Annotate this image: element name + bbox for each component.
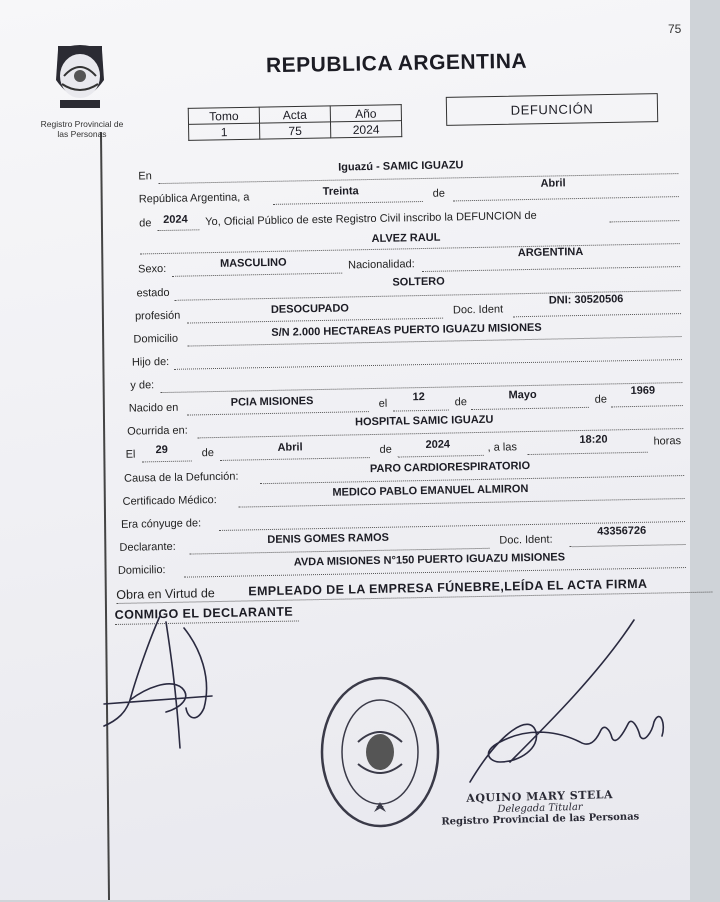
page-title: REPUBLICA ARGENTINA xyxy=(265,49,528,78)
nacido-month: Mayo xyxy=(508,388,537,402)
estado-label: estado xyxy=(136,286,170,300)
declarante-doc-line xyxy=(569,544,685,547)
republica-label: República Argentina, a xyxy=(138,191,250,206)
year-value: 2024 xyxy=(163,213,188,226)
official-name: AQUINO MARY STELA xyxy=(466,788,614,805)
header-acta: Acta xyxy=(259,106,330,123)
en-value: Iguazú - SAMIC IGUAZU xyxy=(338,159,464,174)
fecha-year-line xyxy=(398,455,484,458)
fecha-month-line xyxy=(220,457,370,461)
domicilio2-value: AVDA MISIONES N°150 PUERTO IGUAZU MISIONES xyxy=(293,551,566,569)
nacionalidad-value: ARGENTINA xyxy=(517,245,584,260)
nacido-year-line xyxy=(611,405,683,407)
hijo-de-line xyxy=(174,359,682,370)
nacido-day: 12 xyxy=(412,391,425,404)
deceased-name: ALVEZ RAUL xyxy=(371,231,441,245)
record-type-box: DEFUNCIÓN xyxy=(446,93,658,126)
obra-label: Obra en Virtud de xyxy=(116,586,215,602)
ocurrida-label: Ocurrida en: xyxy=(127,424,188,438)
name-line xyxy=(140,243,680,254)
declarante-label: Declarante: xyxy=(119,540,176,554)
value-acta: 75 xyxy=(260,122,331,139)
header-ano: Año xyxy=(330,105,401,122)
nacido-de-label: de xyxy=(454,396,468,409)
fecha-time-line xyxy=(528,452,648,455)
en-line xyxy=(158,173,678,184)
fecha-alas-label: , a las xyxy=(487,441,518,454)
fecha-de2-label: de xyxy=(379,443,392,456)
doc-ident-label: Doc. Ident xyxy=(452,303,504,317)
certificado-line xyxy=(239,498,685,508)
fecha-day-line xyxy=(142,460,192,462)
official-role: Delegada Titular xyxy=(497,801,583,816)
nacido-day-line xyxy=(393,410,449,412)
official-office: Registro Provincial de las Personas xyxy=(441,811,640,828)
nacido-label: Nacido en xyxy=(128,401,179,415)
obra-value-line1: EMPLEADO DE LA EMPRESA FÚNEBRE,LEÍDA EL ACTA FIRMA xyxy=(248,576,648,599)
nacido-el-label: el xyxy=(378,397,388,410)
fecha-de-label: de xyxy=(201,447,215,460)
y-de-label: y de: xyxy=(130,379,155,392)
domicilio2-label: Domicilio: xyxy=(117,564,166,577)
estado-value: SOLTERO xyxy=(392,275,445,289)
year-end-line xyxy=(609,220,679,222)
declarante-doc-label: Doc. Ident: xyxy=(499,533,553,547)
sexo-line xyxy=(172,273,342,277)
fecha-time: 18:20 xyxy=(579,433,608,447)
registry-label: Registro Provincial de las Personas xyxy=(40,119,124,139)
fecha-horas-label: horas xyxy=(653,435,682,448)
de-label: de xyxy=(432,187,446,200)
profesion-line xyxy=(187,318,443,324)
nacido-place: PCIA MISIONES xyxy=(230,395,314,409)
domicilio-value: S/N 2.000 HECTAREAS PUERTO IGUAZU MISIONES xyxy=(271,321,542,339)
domicilio2-line xyxy=(184,567,686,578)
doc-ident-line xyxy=(513,313,681,317)
year-text: Yo, Oficial Público de este Registro Civil inscribo la DEFUNCION de xyxy=(205,209,537,229)
sexo-value: MASCULINO xyxy=(219,256,287,270)
declarante-value: DENIS GOMES RAMOS xyxy=(267,531,390,547)
nacionalidad-line xyxy=(422,266,680,272)
domicilio-label: Domicilio xyxy=(133,332,179,346)
declarante-doc-value: 43356726 xyxy=(597,524,647,538)
nacido-de2-label: de xyxy=(594,393,608,406)
doc-ident-value: DNI: 30520506 xyxy=(548,293,624,307)
month-value: Abril xyxy=(540,177,566,190)
profesion-label: profesión xyxy=(134,309,181,323)
hijo-de-label: Hijo de: xyxy=(131,355,170,369)
official-stamp xyxy=(440,787,641,827)
day-line xyxy=(273,201,423,205)
ocurrida-line xyxy=(197,428,683,438)
registry-seal xyxy=(318,672,442,836)
nacido-year: 1969 xyxy=(630,384,656,398)
nacido-month-line xyxy=(471,407,589,410)
year-line xyxy=(157,229,199,231)
profesion-value: DESOCUPADO xyxy=(270,302,350,316)
fecha-el-label: El xyxy=(125,448,136,461)
certificado-value: MEDICO PABLO EMANUEL ALMIRON xyxy=(332,483,529,499)
fecha-month: Abril xyxy=(277,441,303,454)
nacido-place-line xyxy=(187,411,369,415)
nacionalidad-label: Nacionalidad: xyxy=(347,258,415,272)
sexo-label: Sexo: xyxy=(137,262,167,276)
month-line xyxy=(453,196,679,201)
value-tomo: 1 xyxy=(189,123,260,140)
declarant-signature xyxy=(100,608,230,758)
causa-line xyxy=(260,475,684,484)
day-value: Treinta xyxy=(322,185,359,198)
en-label: En xyxy=(138,170,152,183)
header-tomo: Tomo xyxy=(188,107,259,124)
fecha-year: 2024 xyxy=(425,438,451,451)
page-number: 75 xyxy=(668,22,682,36)
official-signature xyxy=(440,612,670,792)
value-ano: 2024 xyxy=(330,121,401,138)
conyuge-label: Era cónyuge de: xyxy=(120,517,202,531)
obra-value-line2: CONMIGO EL DECLARANTE xyxy=(114,604,294,622)
certificado-label: Certificado Médico: xyxy=(122,494,217,508)
causa-label: Causa de la Defunción: xyxy=(124,470,239,485)
domicilio-line xyxy=(188,336,682,346)
year-de-label: de xyxy=(139,217,152,230)
ocurrida-value: HOSPITAL SAMIC IGUAZU xyxy=(354,413,494,429)
causa-value: PARO CARDIORESPIRATORIO xyxy=(369,459,531,476)
fecha-day: 29 xyxy=(155,443,168,457)
